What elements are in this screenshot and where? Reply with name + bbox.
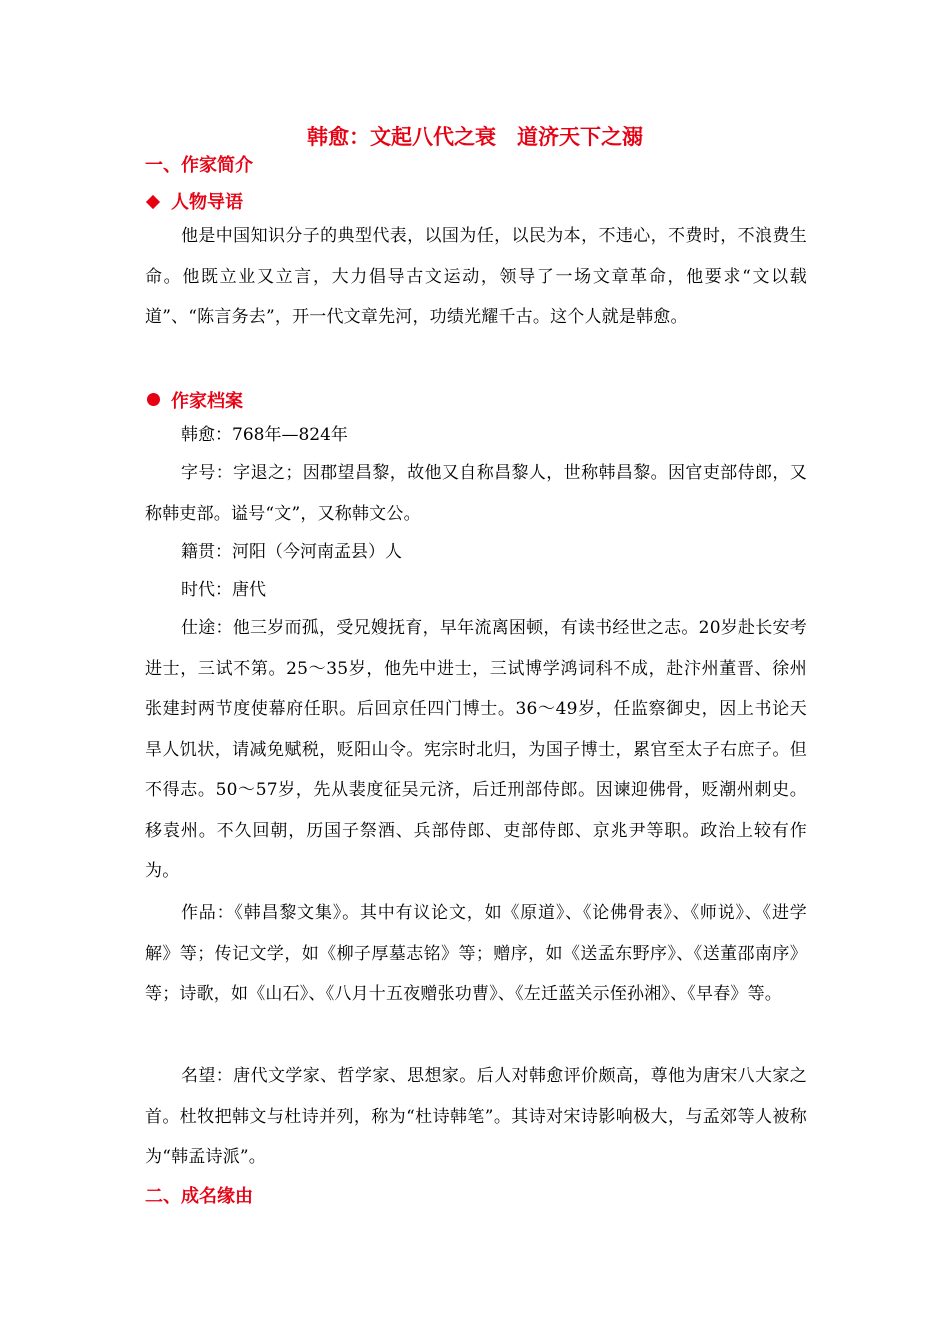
- profile-career-paragraph: 仕途：他三岁而孤，受兄嫂抚育，早年流离困顿，有读书经世之志。20岁赴长安考进士，三试不第。25～35岁，他先中进士，三试博学鸿词科不成，赴汴州董晋、徐州张建封两节度使幕府任职。后回京任四门博士。36～49岁，任监察御史，因上书论天旱人饥状，请减免赋税，贬阳山令。宪宗时北归，为国子博士，累官至太子右庶子。但不得志。50～57岁，先从裴度征吴元济，后迁刑部侍郎。因谏迎佛骨，贬潮州刺史。移袁州。不久回朝，历国子祭酒、兵部侍郎、吏部侍郎、京兆尹等职。政治上较有作为。: [145, 618, 807, 881]
- subheading-profile-label: 作家档案: [171, 391, 243, 412]
- subheading-intro: [145, 188, 243, 214]
- profile-works-paragraph: 作品：《韩昌黎文集》。其中有议论文，如《原道》、《论佛骨表》、《师说》、《进学解》等；传记文学，如《柳子厚墓志铭》等；赠序，如《送孟东野序》、《送董邵南序》等；诗歌，如《山石》、《八月十五夜赠张功曹》、《左迁蓝关示侄孙湘》、《早春》等。: [145, 903, 807, 1004]
- bullet-wrapper: [145, 191, 171, 212]
- circle-bullet-icon: [147, 393, 160, 406]
- profile-life-years: 韩愈：768年—824年: [181, 425, 348, 445]
- profile-native-place: 籍贯：河阳（今河南孟县）人: [181, 542, 402, 562]
- profile-fame-paragraph: 名望：唐代文学家、哲学家、思想家。后人对韩愈评价颇高，尊他为唐宋八大家之首。杜牧把韩文与杜诗并列，称为“杜诗韩笔”。其诗对宋诗影响极大，与孟郊等人被称为“韩孟诗派”。: [145, 1066, 807, 1167]
- section-heading-fame-reason: 二、成名缘由: [145, 1186, 253, 1207]
- section-heading-author-intro: 一、作家简介: [145, 155, 253, 176]
- bullet-wrapper: [145, 390, 171, 411]
- subheading-intro-label: 人物导语: [171, 192, 243, 213]
- profile-names-paragraph: 字号：字退之；因郡望昌黎，故他又自称昌黎人，世称韩昌黎。因官吏部侍郎，又称韩吏部。谥号“文”，又称韩文公。: [145, 463, 807, 524]
- document-title: 韩愈：文起八代之衰 道济天下之溺: [307, 125, 643, 149]
- intro-paragraph: 他是中国知识分子的典型代表，以国为任，以民为本，不违心，不费时，不浪费生命。他既立业又立言，大力倡导古文运动，领导了一场文章革命，他要求“文以载道”、“陈言务去”，开一代文章先河，功绩光耀千古。这个人就是韩愈。: [145, 226, 807, 327]
- subheading-profile: [145, 387, 243, 413]
- diamond-bullet-icon: [146, 194, 160, 208]
- profile-era: 时代：唐代: [181, 580, 266, 600]
